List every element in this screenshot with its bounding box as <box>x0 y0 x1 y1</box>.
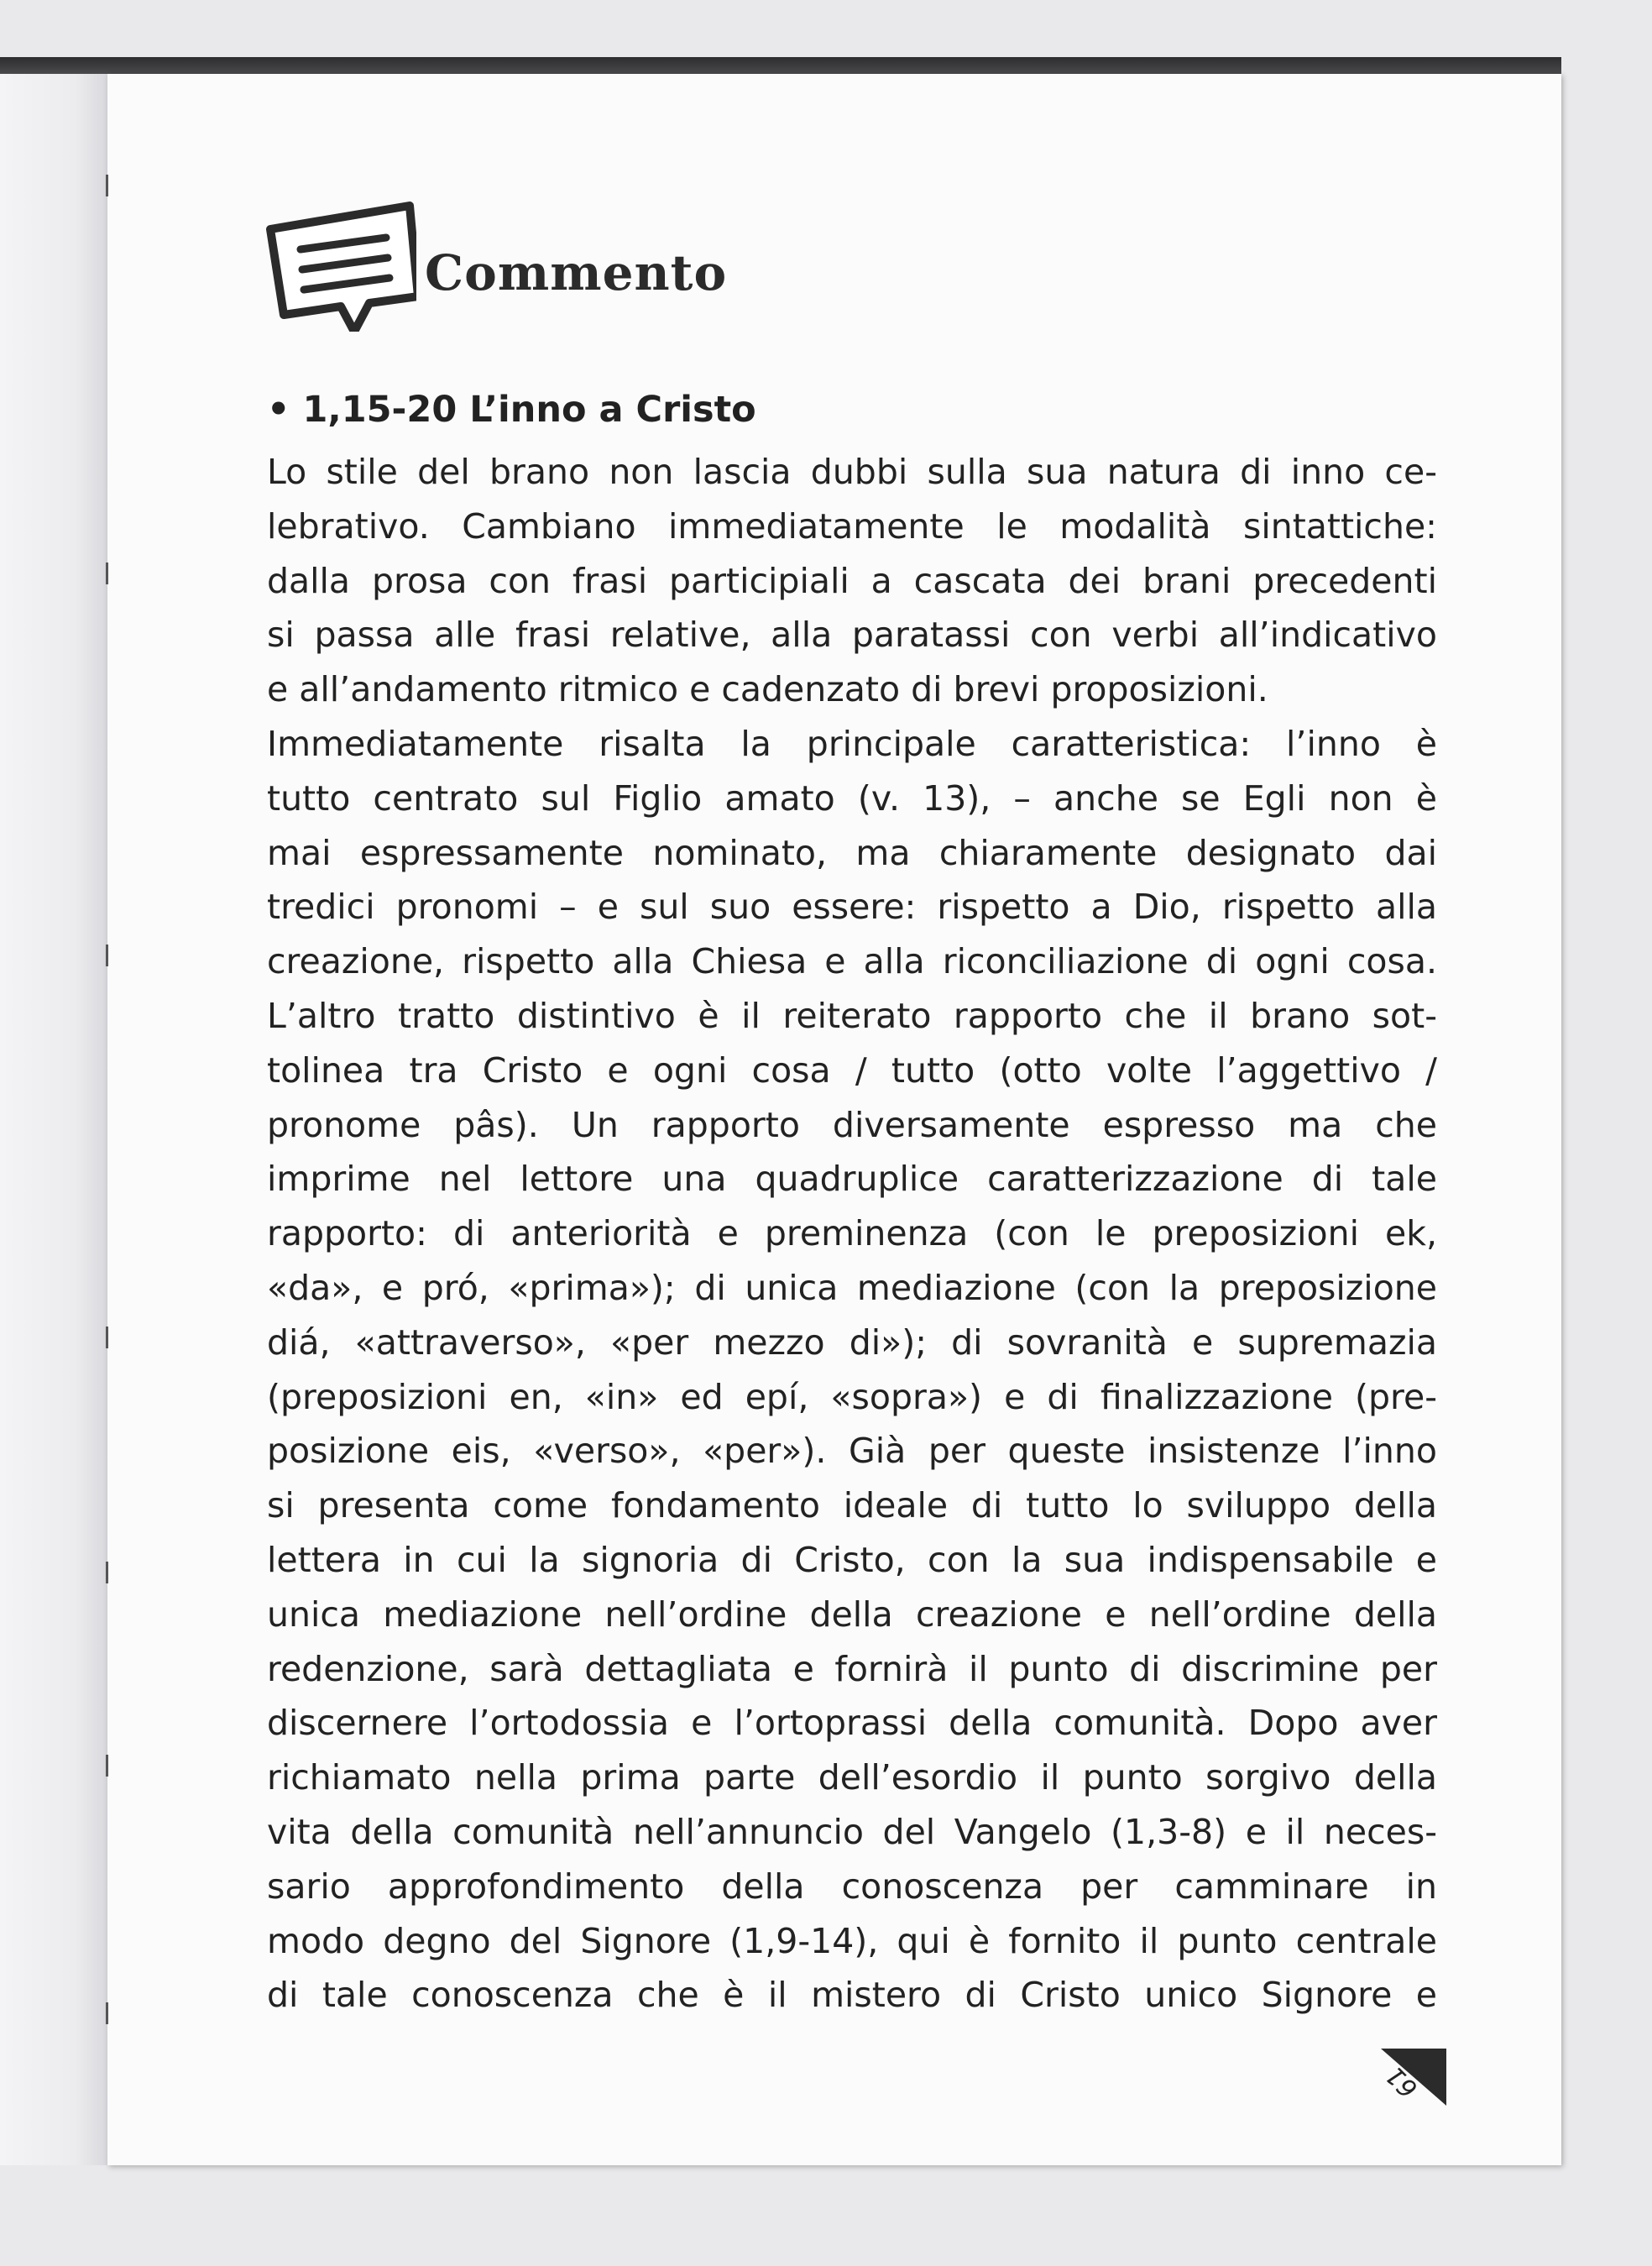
text-line: pronome pâs). Un rapporto diversamente espresso ma che <box>267 1104 1437 1145</box>
text-line: di tale conoscenza che è il mistero di Cristo unico Signore e <box>267 1975 1437 2016</box>
speech-bubble-icon <box>260 197 416 332</box>
binding-stitch <box>106 1327 108 1348</box>
text-line: rapporto: di anteriorità e preminenza (con le preposizioni ek, <box>267 1213 1437 1254</box>
binding-stitch <box>106 2002 108 2024</box>
text-line: Lo stile del brano non lascia dubbi sulla sua natura di inno ce- <box>267 452 1437 492</box>
section-title: Commento <box>425 244 728 301</box>
text-line: dalla prosa con frasi participiali a cascata dei brani precedenti <box>267 560 1437 601</box>
text-line: vita della comunità nell’annuncio del Vangelo (1,3-8) e il neces- <box>267 1811 1437 1852</box>
text-line: diá, «attraverso», «per mezzo di»); di sovranità e supremazia <box>267 1321 1437 1363</box>
binding-stitch <box>106 175 108 196</box>
section-header <box>260 210 727 319</box>
text-line: Immediatamente risalta la principale caratteristica: l’inno è <box>267 723 1437 764</box>
text-line: L’altro tratto distintivo è il reiterato rapporto che il brano sot- <box>267 995 1437 1036</box>
text-line: (preposizioni en, «in» ed epí, «sopra») e di finalizzazione (pre- <box>267 1376 1437 1417</box>
commentary-body <box>267 445 1437 2023</box>
top-binding-shadow <box>0 57 1561 74</box>
text-line: modo degno del Signore (1,9-14), qui è fornito il punto centrale <box>267 1920 1437 1961</box>
binding-stitch <box>106 1562 108 1583</box>
text-line: tredici pronomi – e sul suo essere: rispetto a Dio, rispetto alla <box>267 887 1437 928</box>
facing-page-edge <box>0 74 107 2165</box>
text-line: redenzione, sarà dettagliata e fornirà il punto di discrimine per <box>267 1648 1437 1689</box>
text-line: «da», e pró, «prima»); di unica mediazione (con la preposizione <box>267 1267 1437 1308</box>
text-line: si presenta come fondamento ideale di tutto lo sviluppo della <box>267 1485 1437 1526</box>
text-line: sario approfondimento della conoscenza per camminare in <box>267 1866 1437 1907</box>
text-line: unica mediazione nell’ordine della creazione e nell’ordine della <box>267 1594 1437 1635</box>
text-line: lebrativo. Cambiano immediatamente le modalità sintattiche: <box>267 505 1437 547</box>
text-line: si passa alle frasi relative, alla paratassi con verbi all’indicativo <box>267 615 1437 656</box>
binding-stitch <box>106 563 108 584</box>
text-line: creazione, rispetto alla Chiesa e alla riconciliazione di ogni cosa. <box>267 941 1437 982</box>
text-line: lettera in cui la signoria di Cristo, con la sua indispensabile e <box>267 1539 1437 1580</box>
text-line: tolinea tra Cristo e ogni cosa / tutto (otto volte l’aggettivo / <box>267 1049 1437 1091</box>
text-line: posizione eis, «verso», «per»). Già per queste insistenze l’inno <box>267 1431 1437 1472</box>
text-line: richiamato nella prima parte dell’esordio il punto sorgivo della <box>267 1757 1437 1798</box>
text-line: e all’andamento ritmico e cadenzato di brevi proposizioni. <box>267 669 1268 710</box>
binding-stitch <box>106 945 108 966</box>
text-line: mai espressamente nominato, ma chiaramente designato dai <box>267 832 1437 873</box>
text-line: tutto centrato sul Figlio amato (v. 13), – anche se Egli non è <box>267 777 1437 819</box>
page-number: 61 <box>1380 2059 1424 2104</box>
passage-heading: • 1,15-20 L’inno a Cristo <box>267 389 756 431</box>
text-line: imprime nel lettore una quadruplice caratterizzazione di tale <box>267 1159 1437 1200</box>
page-number-marker <box>1381 2049 1448 2107</box>
text-line: discernere l’ortodossia e l’ortoprassi della comunità. Dopo aver <box>267 1703 1437 1744</box>
binding-stitch <box>106 1755 108 1777</box>
